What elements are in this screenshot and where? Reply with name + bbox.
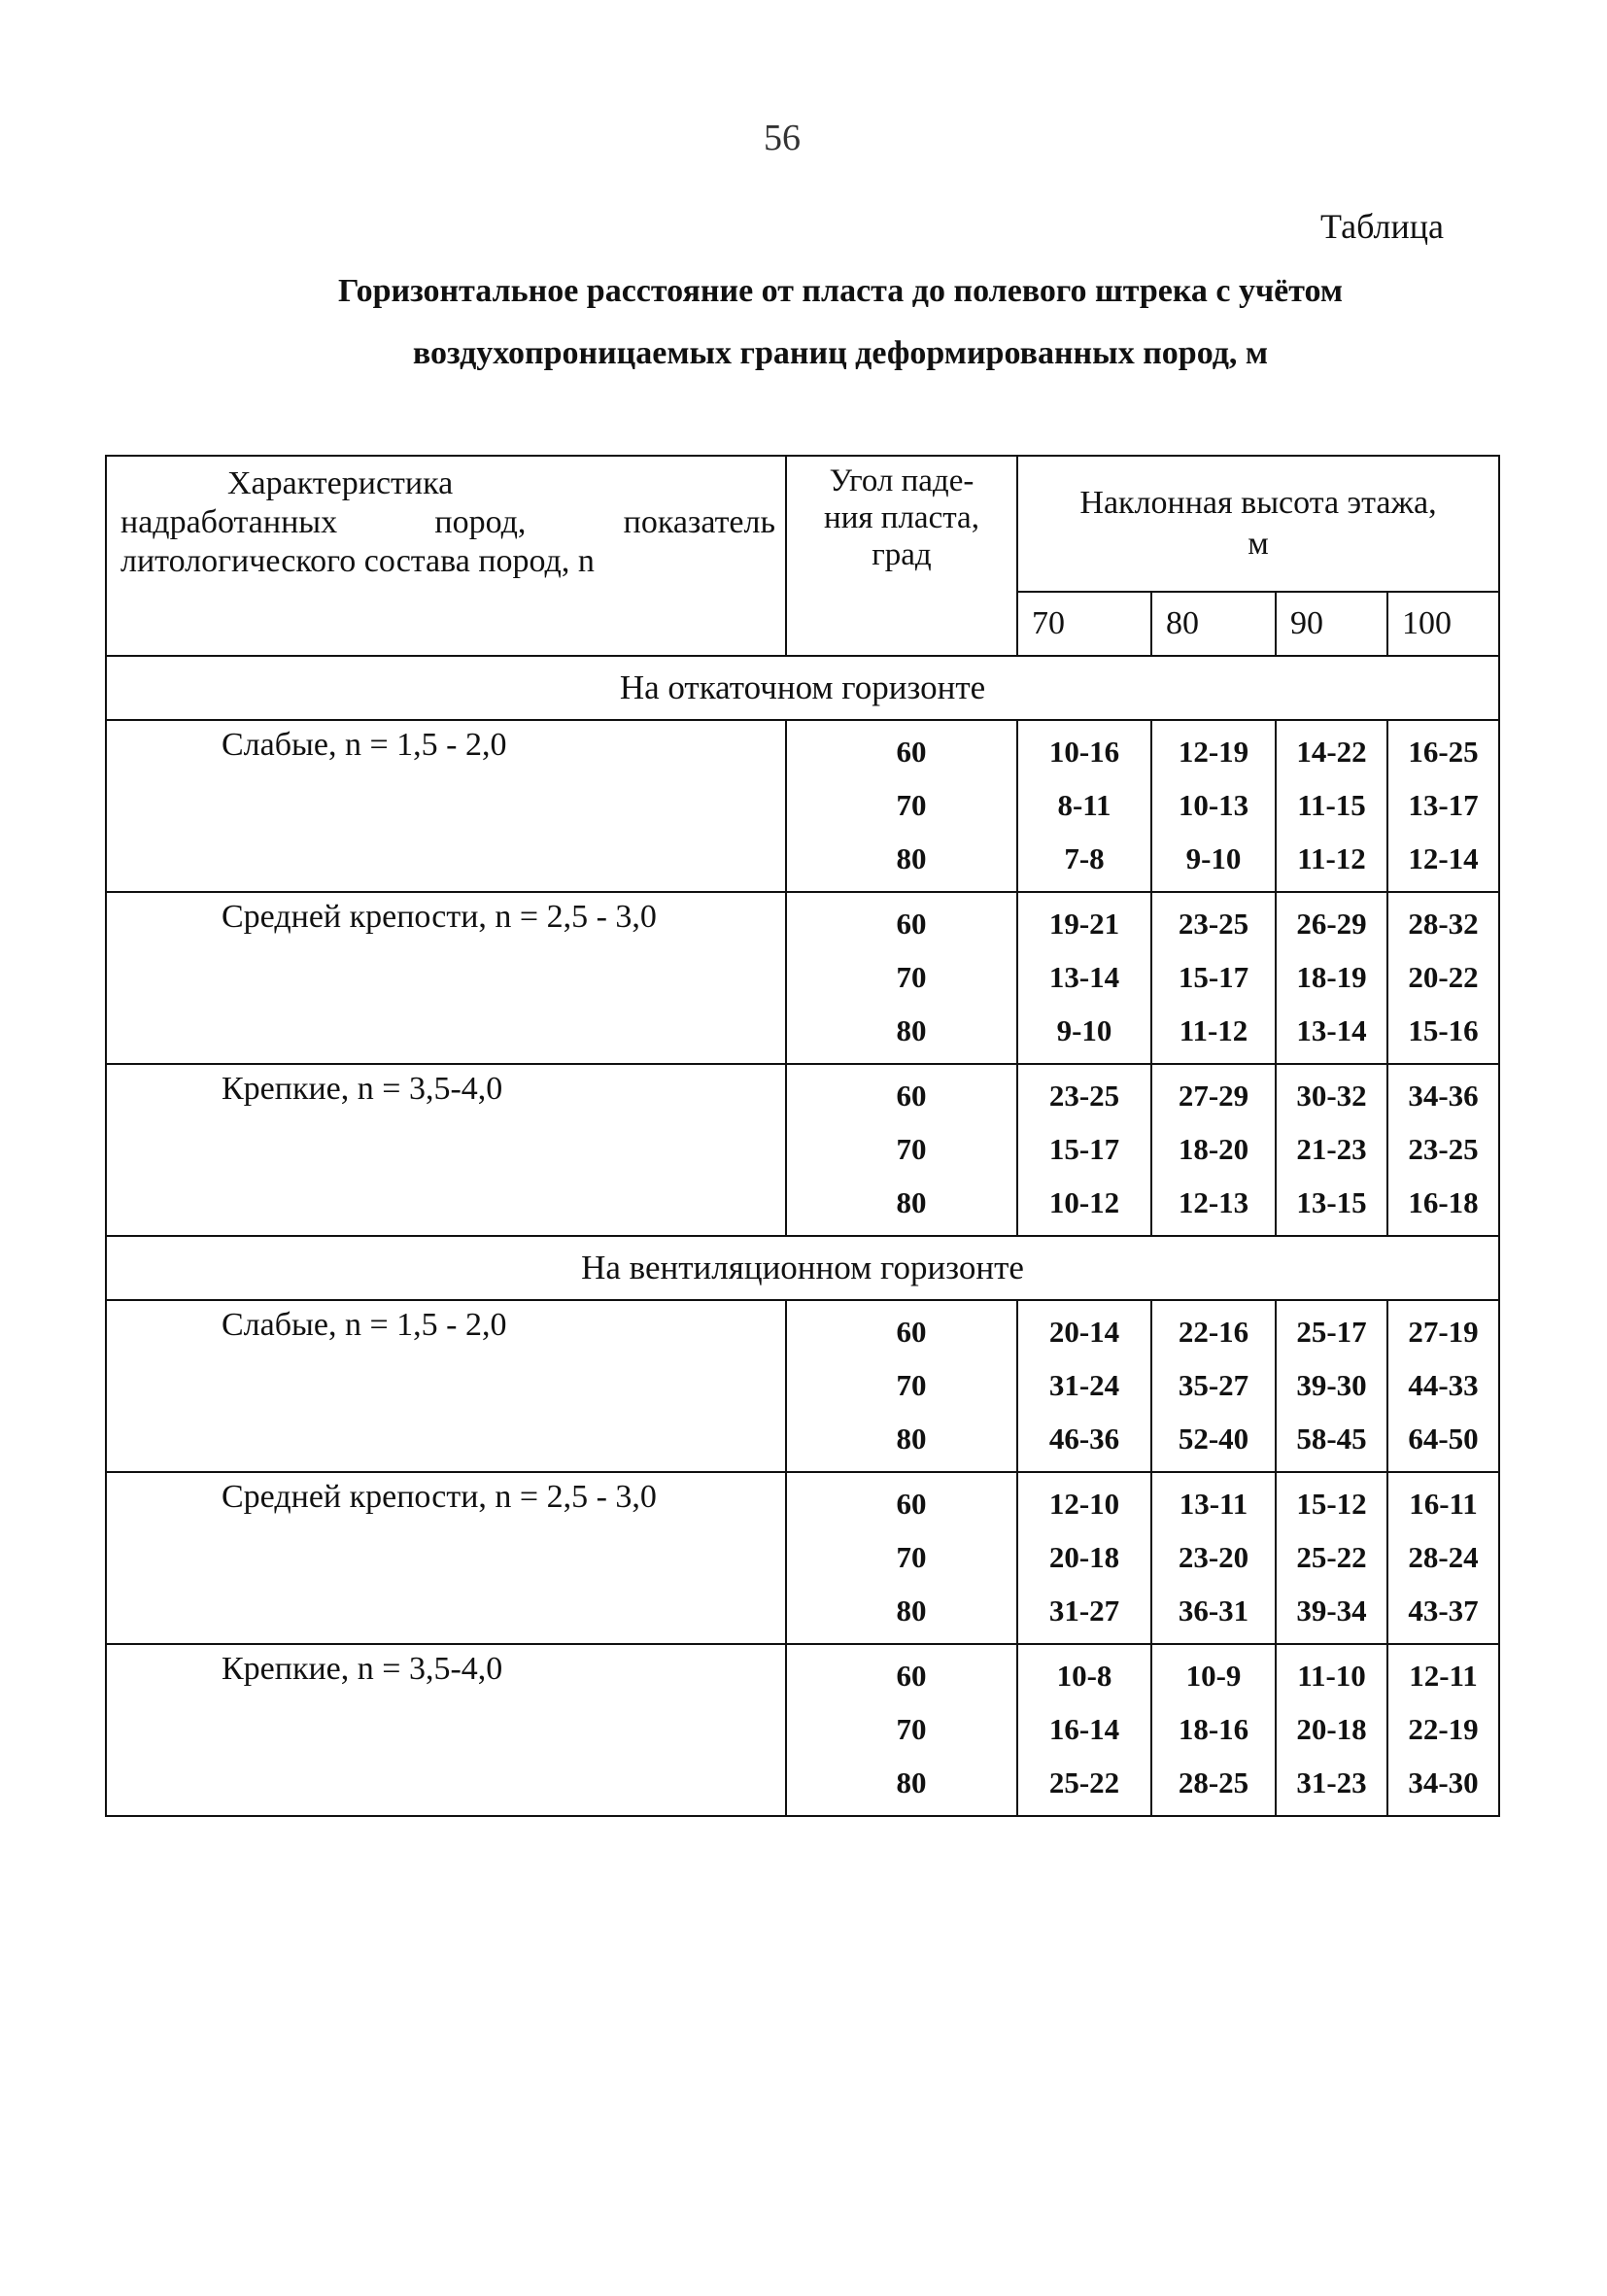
value-h100: 43-37 xyxy=(1408,1593,1479,1628)
value-h70: 9-10 xyxy=(1056,1013,1112,1047)
value-h70-list xyxy=(1018,1301,1150,1471)
value-h80-list xyxy=(1152,1473,1275,1643)
page-number: 56 xyxy=(764,118,801,158)
value-h90: 13-15 xyxy=(1296,1185,1367,1219)
value-h90-cell xyxy=(1276,1644,1387,1816)
value-h100: 28-24 xyxy=(1408,1540,1479,1574)
value-h90: 11-15 xyxy=(1297,788,1366,822)
header-col-90: 90 xyxy=(1276,592,1387,656)
value-h100: 64-50 xyxy=(1408,1422,1479,1456)
value-h70: 46-36 xyxy=(1048,1422,1120,1456)
value-h90: 20-18 xyxy=(1296,1712,1367,1746)
dip-angle-cell xyxy=(786,1300,1017,1472)
value-h80: 27-29 xyxy=(1178,1079,1249,1113)
dip-angle: 80 xyxy=(896,1013,927,1047)
distance-table xyxy=(105,455,1500,1817)
header-angle-line-1: Угол паде- xyxy=(829,463,974,498)
value-h90: 21-23 xyxy=(1296,1132,1367,1166)
value-h80: 35-27 xyxy=(1178,1368,1249,1402)
section-title: На вентиляционном горизонте xyxy=(106,1236,1499,1300)
value-h70: 12-10 xyxy=(1048,1487,1120,1521)
value-h80-list xyxy=(1152,1065,1275,1235)
header-characteristic-line-1: Характеристика xyxy=(227,465,454,501)
value-h80: 12-19 xyxy=(1178,735,1249,769)
section-row xyxy=(106,656,1499,720)
value-h100: 16-11 xyxy=(1409,1487,1478,1521)
section-row xyxy=(106,1236,1499,1300)
header-height-line-1: Наклонная высота этажа, xyxy=(1079,485,1437,521)
header-col-70: 70 xyxy=(1017,592,1151,656)
value-h100: 12-11 xyxy=(1409,1659,1478,1693)
value-h70: 13-14 xyxy=(1048,960,1120,994)
dip-angle: 60 xyxy=(896,1659,927,1693)
value-h100-cell xyxy=(1387,1300,1499,1472)
table-title-line-2: воздухопроницаемых границ деформированных пород, м xyxy=(412,335,1269,371)
value-h100: 16-18 xyxy=(1408,1185,1479,1219)
value-h90-list xyxy=(1277,1645,1386,1815)
rock-characteristic: Слабые, n = 1,5 - 2,0 xyxy=(106,720,786,892)
value-h90: 25-17 xyxy=(1296,1315,1367,1349)
dip-angle: 60 xyxy=(896,1079,927,1113)
value-h70-list xyxy=(1018,1473,1150,1643)
value-h80-cell xyxy=(1151,1064,1276,1236)
dip-angle-cell xyxy=(786,1472,1017,1644)
value-h70: 19-21 xyxy=(1048,907,1120,941)
dip-angle: 80 xyxy=(896,1422,927,1456)
rock-characteristic: Средней крепости, n = 2,5 - 3,0 xyxy=(106,1472,786,1644)
value-h90: 31-23 xyxy=(1296,1765,1367,1799)
dip-angle: 70 xyxy=(896,1368,927,1402)
table-title-line-1: Горизонтальное расстояние от пласта до полевого штрека с учётом xyxy=(337,273,1344,309)
value-h100: 20-22 xyxy=(1408,960,1479,994)
value-h100-cell xyxy=(1387,1472,1499,1644)
dip-angle-list xyxy=(787,1065,1016,1235)
dip-angle: 80 xyxy=(896,1185,927,1219)
header-characteristic xyxy=(106,456,786,656)
value-h90-cell xyxy=(1276,1064,1387,1236)
value-h90-list xyxy=(1277,721,1386,891)
dip-angle: 80 xyxy=(896,841,927,875)
value-h80-list xyxy=(1152,721,1275,891)
value-h100-list xyxy=(1388,1301,1498,1471)
value-h100-cell xyxy=(1387,1064,1499,1236)
value-h70: 31-27 xyxy=(1048,1593,1120,1628)
value-h100-cell xyxy=(1387,720,1499,892)
rock-characteristic: Слабые, n = 1,5 - 2,0 xyxy=(106,1300,786,1472)
table-label: Таблица xyxy=(1320,207,1444,246)
value-h90: 11-12 xyxy=(1297,841,1366,875)
header-characteristic-line-2: надработанных пород, показатель xyxy=(120,504,775,540)
dip-angle-list xyxy=(787,1301,1016,1471)
value-h70-cell xyxy=(1017,1472,1151,1644)
dip-angle-cell xyxy=(786,720,1017,892)
value-h100: 22-19 xyxy=(1408,1712,1479,1746)
value-h70: 15-17 xyxy=(1048,1132,1120,1166)
value-h90: 13-14 xyxy=(1296,1013,1367,1047)
value-h70: 25-22 xyxy=(1048,1765,1120,1799)
value-h100: 15-16 xyxy=(1408,1013,1479,1047)
value-h90: 39-30 xyxy=(1296,1368,1367,1402)
value-h90: 30-32 xyxy=(1296,1079,1367,1113)
value-h100-list xyxy=(1388,1065,1498,1235)
value-h90-cell xyxy=(1276,720,1387,892)
header-col-80: 80 xyxy=(1151,592,1276,656)
rock-group-row xyxy=(106,892,1499,1064)
dip-angle-list xyxy=(787,1645,1016,1815)
value-h70-cell xyxy=(1017,892,1151,1064)
value-h100: 23-25 xyxy=(1408,1132,1479,1166)
value-h80-list xyxy=(1152,1645,1275,1815)
value-h100-list xyxy=(1388,893,1498,1063)
value-h70: 16-14 xyxy=(1048,1712,1120,1746)
value-h90: 39-34 xyxy=(1296,1593,1367,1628)
value-h100-list xyxy=(1388,1473,1498,1643)
value-h90: 58-45 xyxy=(1296,1422,1367,1456)
dip-angle: 80 xyxy=(896,1765,927,1799)
value-h80: 13-11 xyxy=(1179,1487,1248,1521)
value-h80: 18-20 xyxy=(1178,1132,1249,1166)
value-h80: 22-16 xyxy=(1178,1315,1249,1349)
value-h80: 12-13 xyxy=(1178,1185,1249,1219)
value-h90-list xyxy=(1277,1065,1386,1235)
value-h80-cell xyxy=(1151,1300,1276,1472)
value-h90-cell xyxy=(1276,892,1387,1064)
value-h80: 28-25 xyxy=(1178,1765,1249,1799)
header-col-100: 100 xyxy=(1387,592,1499,656)
value-h100: 44-33 xyxy=(1408,1368,1479,1402)
value-h70: 31-24 xyxy=(1048,1368,1120,1402)
rock-group-row xyxy=(106,1644,1499,1816)
rock-group-row xyxy=(106,1472,1499,1644)
value-h70-cell xyxy=(1017,1644,1151,1816)
value-h80: 52-40 xyxy=(1178,1422,1249,1456)
value-h70: 10-16 xyxy=(1048,735,1120,769)
value-h70: 10-12 xyxy=(1048,1185,1120,1219)
dip-angle-list xyxy=(787,721,1016,891)
value-h70-list xyxy=(1018,893,1150,1063)
value-h100: 12-14 xyxy=(1408,841,1479,875)
value-h70-list xyxy=(1018,721,1150,891)
value-h80: 23-25 xyxy=(1178,907,1249,941)
header-characteristic-line-3: литологического состава пород, n xyxy=(120,543,595,579)
header-angle-line-2: ния пласта, xyxy=(824,500,979,535)
rock-characteristic: Средней крепости, n = 2,5 - 3,0 xyxy=(106,892,786,1064)
value-h70: 7-8 xyxy=(1064,841,1105,875)
value-h90: 15-12 xyxy=(1296,1487,1367,1521)
rock-group-row xyxy=(106,720,1499,892)
value-h70-cell xyxy=(1017,1300,1151,1472)
value-h100-list xyxy=(1388,721,1498,891)
header-angle-line-3: град xyxy=(872,537,932,572)
value-h80-cell xyxy=(1151,892,1276,1064)
dip-angle: 60 xyxy=(896,1487,927,1521)
header-floor-height xyxy=(1017,456,1499,592)
value-h80: 15-17 xyxy=(1178,960,1249,994)
value-h100: 13-17 xyxy=(1408,788,1479,822)
dip-angle-list xyxy=(787,1473,1016,1643)
table-body xyxy=(106,656,1499,1816)
dip-angle-cell xyxy=(786,1644,1017,1816)
value-h80: 10-13 xyxy=(1178,788,1249,822)
value-h80-cell xyxy=(1151,1644,1276,1816)
value-h70: 10-8 xyxy=(1056,1659,1112,1693)
value-h100-cell xyxy=(1387,1644,1499,1816)
value-h70-list xyxy=(1018,1065,1150,1235)
dip-angle-cell xyxy=(786,1064,1017,1236)
dip-angle: 70 xyxy=(896,788,927,822)
value-h90: 14-22 xyxy=(1296,735,1367,769)
dip-angle-list xyxy=(787,893,1016,1063)
header-height-line-2: м xyxy=(1248,526,1269,562)
rock-characteristic: Крепкие, n = 3,5-4,0 xyxy=(106,1644,786,1816)
value-h90-list xyxy=(1277,1473,1386,1643)
value-h100: 28-32 xyxy=(1408,907,1479,941)
value-h90: 18-19 xyxy=(1296,960,1367,994)
value-h100: 34-36 xyxy=(1408,1079,1479,1113)
dip-angle: 70 xyxy=(896,1712,927,1746)
value-h100: 34-30 xyxy=(1408,1765,1479,1799)
value-h90-cell xyxy=(1276,1300,1387,1472)
value-h80: 36-31 xyxy=(1178,1593,1249,1628)
header-dip-angle xyxy=(786,456,1017,656)
value-h90-list xyxy=(1277,1301,1386,1471)
section-title: На откаточном горизонте xyxy=(106,656,1499,720)
value-h70-list xyxy=(1018,1645,1150,1815)
dip-angle-cell xyxy=(786,892,1017,1064)
rock-group-row xyxy=(106,1064,1499,1236)
table-title xyxy=(194,260,1487,385)
value-h70: 20-18 xyxy=(1048,1540,1120,1574)
value-h70-cell xyxy=(1017,720,1151,892)
value-h80-cell xyxy=(1151,720,1276,892)
value-h80: 23-20 xyxy=(1178,1540,1249,1574)
rock-characteristic: Крепкие, n = 3,5-4,0 xyxy=(106,1064,786,1236)
rock-group-row xyxy=(106,1300,1499,1472)
dip-angle: 80 xyxy=(896,1593,927,1628)
value-h70: 8-11 xyxy=(1057,788,1111,822)
value-h80-list xyxy=(1152,893,1275,1063)
value-h100: 16-25 xyxy=(1408,735,1479,769)
value-h90-cell xyxy=(1276,1472,1387,1644)
dip-angle: 70 xyxy=(896,960,927,994)
dip-angle: 60 xyxy=(896,1315,927,1349)
value-h70: 20-14 xyxy=(1048,1315,1120,1349)
value-h80: 9-10 xyxy=(1185,841,1242,875)
value-h100-cell xyxy=(1387,892,1499,1064)
value-h70-cell xyxy=(1017,1064,1151,1236)
dip-angle: 70 xyxy=(896,1132,927,1166)
dip-angle: 60 xyxy=(896,907,927,941)
value-h80-list xyxy=(1152,1301,1275,1471)
value-h90: 26-29 xyxy=(1296,907,1367,941)
dip-angle: 60 xyxy=(896,735,927,769)
value-h90: 11-10 xyxy=(1297,1659,1366,1693)
value-h80: 11-12 xyxy=(1179,1013,1248,1047)
dip-angle: 70 xyxy=(896,1540,927,1574)
value-h80: 18-16 xyxy=(1178,1712,1249,1746)
value-h80: 10-9 xyxy=(1185,1659,1242,1693)
value-h100-list xyxy=(1388,1645,1498,1815)
value-h80-cell xyxy=(1151,1472,1276,1644)
value-h100: 27-19 xyxy=(1408,1315,1479,1349)
value-h90-list xyxy=(1277,893,1386,1063)
value-h70: 23-25 xyxy=(1048,1079,1120,1113)
value-h90: 25-22 xyxy=(1296,1540,1367,1574)
